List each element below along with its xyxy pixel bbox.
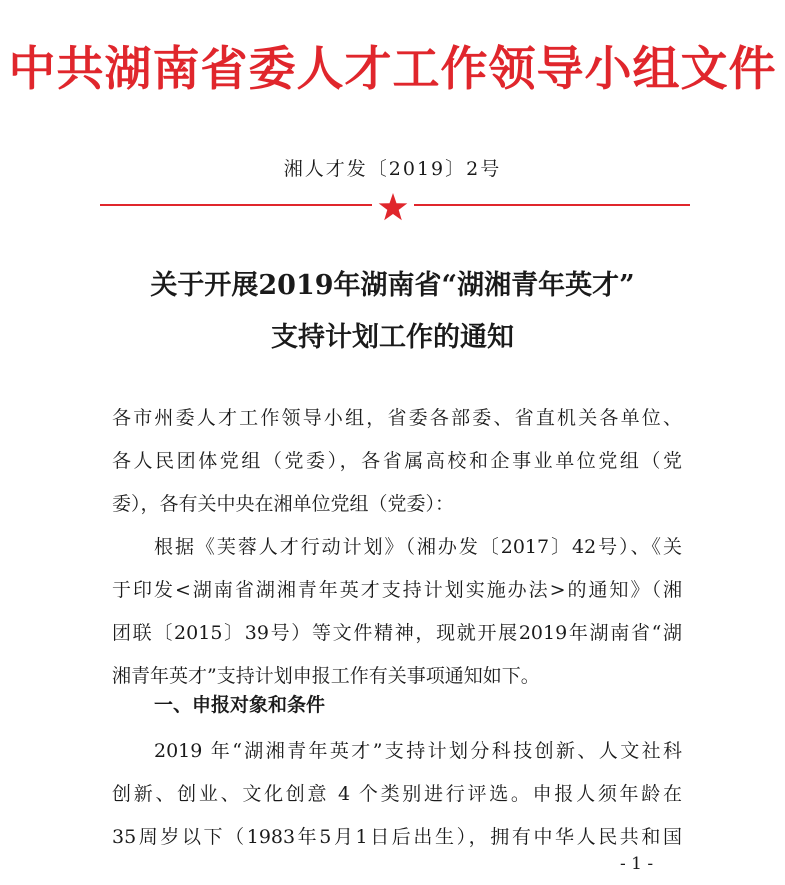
issuing-authority-title: 中共湖南省委人才工作领导小组文件 [8,42,777,97]
notice-title-line-2: 支持计划工作的通知 [271,322,514,353]
page-number: - 1 - [620,854,654,874]
body-line: 35周岁以下（1983年5月1日后出生），拥有中华人民共和国 [112,826,682,848]
document-number: 湘人才发〔2019〕2号 [283,158,502,180]
body-line: 各市州委人才工作领导小组，省委各部委、省直机关各单位、 [112,407,682,429]
body-line: 团联〔2015〕39号）等文件精神，现就开展2019年湖南省“湖 [112,622,682,644]
body-line: 委），各有关中央在湘单位党组（党委）： [112,493,455,515]
separator-line-left [100,204,372,206]
notice-title-line-1: 关于开展2019年湖南省“湖湘青年英才” [150,270,635,301]
section-heading: 一、申报对象和条件 [154,694,326,716]
body-line: 创新、创业、文化创意 4 个类别进行评选。申报人须年龄在 [112,783,682,805]
body-line: 根据《芙蓉人才行动计划》（湘办发〔2017〕42号）、《关 [154,536,682,558]
body-line: 于印发<湖南省湖湘青年英才支持计划实施办法>的通知》（湘 [112,579,682,601]
separator-line-right [414,204,690,206]
star-icon [378,193,408,221]
body-line: 湘青年英才”支持计划申报工作有关事项通知如下。 [112,665,540,687]
body-line: 各人民团体党组（党委），各省属高校和企事业单位党组（党 [112,450,682,472]
body-line: 2019 年“湖湘青年英才”支持计划分科技创新、人文社科 [154,740,682,762]
